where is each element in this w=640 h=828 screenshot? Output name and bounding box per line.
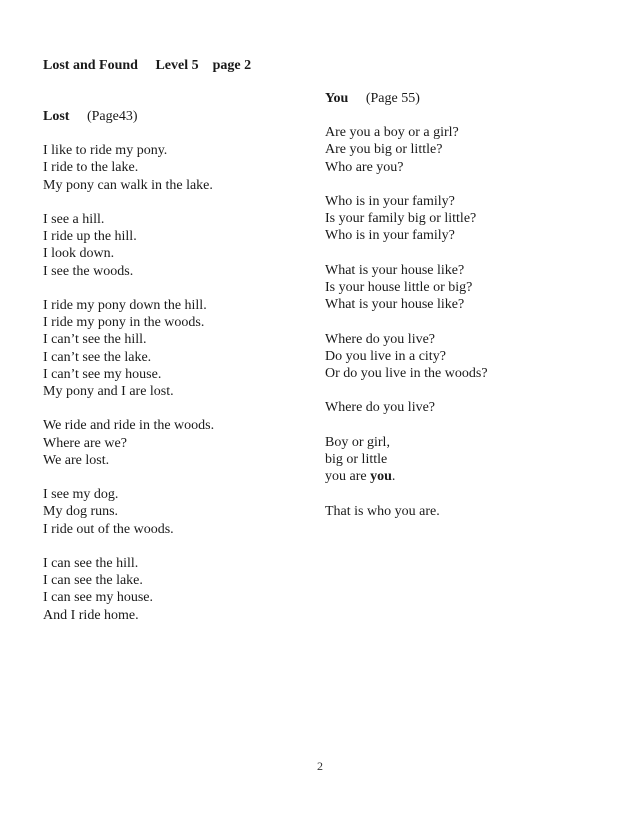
poem-line: I like to ride my pony. bbox=[43, 143, 168, 159]
poem-line: Who are you? bbox=[325, 159, 404, 175]
poem-line: I can’t see my house. bbox=[43, 366, 162, 382]
poem-line: My pony can walk in the lake. bbox=[43, 177, 213, 193]
poem-line: you are you. bbox=[325, 469, 396, 485]
story-page-ref: (Page 55) bbox=[365, 91, 420, 106]
stanza bbox=[325, 399, 585, 416]
stanza bbox=[43, 555, 303, 624]
poem-line: I can’t see the lake. bbox=[43, 349, 152, 365]
stanza bbox=[325, 434, 585, 486]
poem-line: Is your house little or big? bbox=[325, 280, 473, 295]
poem-line: Are you big or little? bbox=[325, 142, 443, 158]
poem-line: We ride and ride in the woods. bbox=[43, 418, 215, 434]
poem-line: What is your house like? bbox=[325, 262, 465, 278]
stanza bbox=[325, 124, 585, 176]
stanza bbox=[43, 142, 303, 194]
poem-line: And I ride home. bbox=[43, 607, 139, 623]
poem-line: I ride out of the woods. bbox=[43, 521, 174, 537]
poem-line: I see the woods. bbox=[43, 263, 134, 279]
poem-line: What is your house like? bbox=[325, 297, 465, 313]
stanza bbox=[43, 417, 303, 469]
stanza bbox=[43, 211, 303, 280]
poem-line: I can’t see the hill. bbox=[43, 332, 147, 348]
stanza-list bbox=[43, 142, 303, 624]
story-title-line bbox=[325, 90, 585, 107]
poem-line: Who is in your family? bbox=[325, 194, 455, 209]
poem-line: That is who you are. bbox=[325, 503, 440, 519]
emphasis: you bbox=[370, 469, 392, 485]
poem-line: I can see my house. bbox=[43, 590, 154, 606]
poem-line: Who is in your family? bbox=[325, 228, 455, 244]
stanza-list bbox=[325, 124, 585, 520]
stanza bbox=[325, 262, 585, 314]
page-label: page 2 bbox=[212, 58, 252, 73]
stanza bbox=[325, 331, 585, 383]
poem-line: Where do you live? bbox=[325, 331, 436, 347]
story-title: You bbox=[325, 91, 349, 106]
poem-line: Boy or girl, bbox=[325, 434, 390, 450]
document-title: Lost and Found bbox=[43, 58, 138, 73]
stanza bbox=[43, 486, 303, 538]
poem-line: I ride up the hill. bbox=[43, 229, 137, 245]
document-header bbox=[43, 57, 251, 74]
poem-line: I can see the hill. bbox=[43, 556, 139, 571]
poem-line: Do you live in a city? bbox=[325, 348, 446, 364]
page-number: 2 bbox=[317, 759, 323, 773]
poem-line: I ride my pony down the hill. bbox=[43, 298, 207, 313]
poem-line: I ride to the lake. bbox=[43, 160, 139, 176]
poem-line: big or little bbox=[325, 451, 388, 467]
story-page-ref: (Page43) bbox=[86, 109, 138, 124]
stanza bbox=[325, 193, 585, 245]
poem-line: I see a hill. bbox=[43, 212, 105, 227]
level-label: Level 5 bbox=[155, 58, 199, 73]
poem-line: I see my dog. bbox=[43, 487, 119, 503]
poem-line: Are you a boy or a girl? bbox=[325, 125, 459, 141]
poem-line: Where are we? bbox=[43, 435, 127, 451]
story-title-line bbox=[43, 108, 303, 125]
poem-line: Or do you live in the woods? bbox=[325, 366, 488, 381]
poem-line: I look down. bbox=[43, 246, 115, 262]
poem-line: My pony and I are lost. bbox=[43, 384, 174, 400]
stanza bbox=[325, 503, 585, 520]
poem-line: I ride my pony in the woods. bbox=[43, 315, 205, 331]
story-title: Lost bbox=[43, 109, 70, 124]
story-you bbox=[325, 90, 585, 537]
stanza bbox=[43, 297, 303, 400]
poem-line: We are lost. bbox=[43, 452, 110, 468]
story-lost bbox=[43, 108, 303, 641]
poem-line: Is your family big or little? bbox=[325, 211, 477, 227]
poem-line: I can see the lake. bbox=[43, 573, 143, 589]
poem-line: My dog runs. bbox=[43, 504, 119, 520]
poem-line: Where do you live? bbox=[325, 400, 436, 416]
